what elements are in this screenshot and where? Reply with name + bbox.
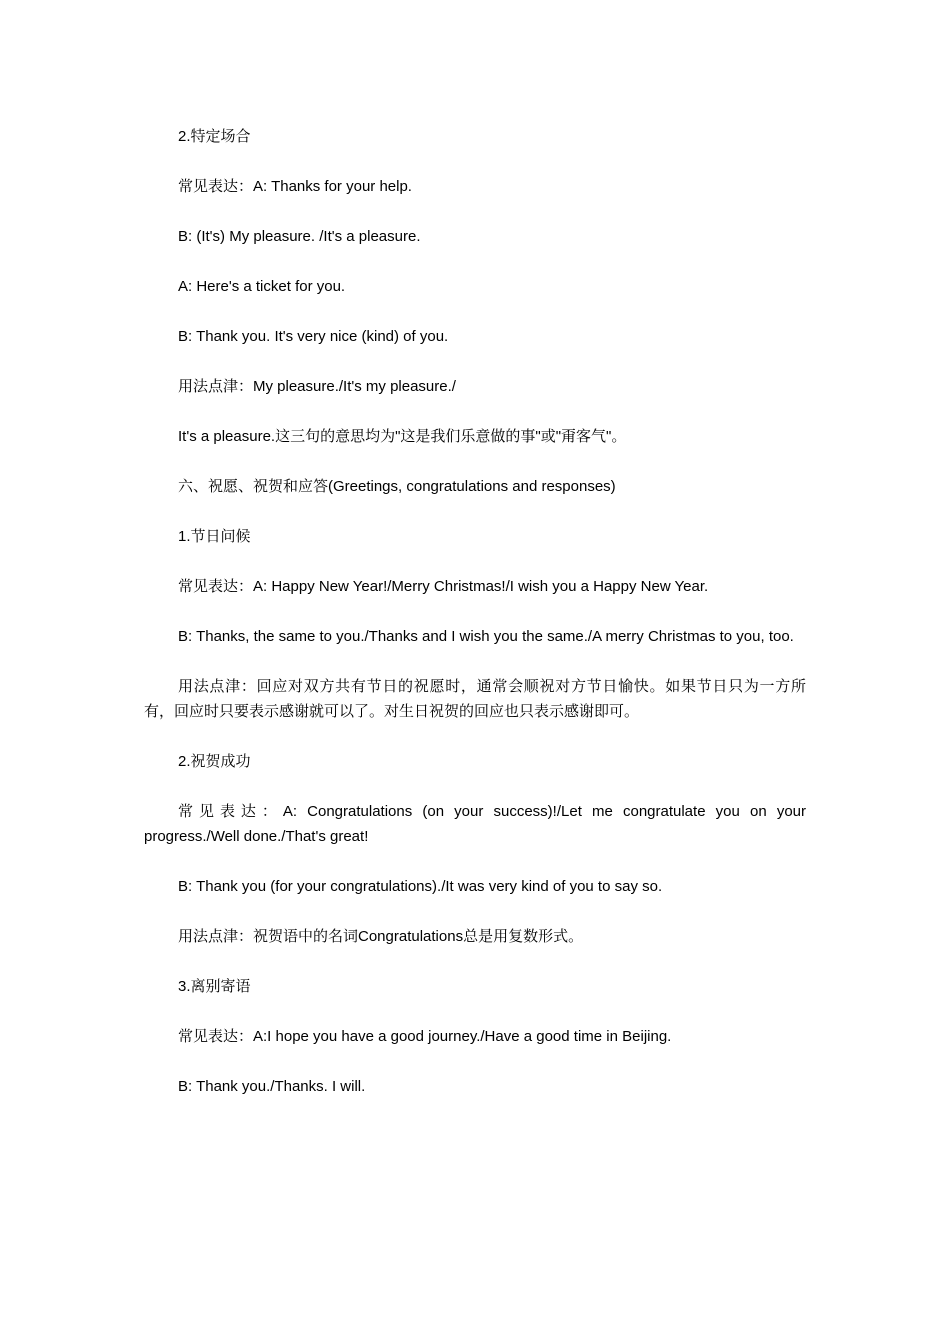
paragraph: B: Thank you./Thanks. I will.	[178, 1078, 366, 1095]
paragraph: It's a pleasure.这三句的意思均为"这是我们乐意做的事"或"甭客气"。	[178, 428, 627, 445]
paragraph: 用法点津：祝贺语中的名词Congratulations总是用复数形式。	[178, 928, 584, 945]
paragraph: B: Thank you. It's very nice (kind) of you.	[178, 328, 449, 345]
paragraph: B: Thanks, the same to you./Thanks and I wish you the same./A merry Christmas to you, too.	[178, 628, 794, 645]
paragraph: 常见表达：A: Thanks for your help.	[178, 178, 412, 195]
paragraph: 用法点津：My pleasure./It's my pleasure./	[178, 378, 456, 395]
subsection-heading-farewell: 3.离别寄语	[178, 978, 251, 995]
paragraph: A: Here's a ticket for you.	[178, 278, 346, 295]
document-body	[144, 124, 806, 1124]
paragraph: 常见表达：A: Happy New Year!/Merry Christmas!/I wish you a Happy New Year.	[178, 578, 709, 595]
section-heading-greetings: 六、祝愿、祝贺和应答(Greetings, congratulations and responses)	[178, 478, 616, 495]
subsection-heading-congratulate-success: 2.祝贺成功	[178, 753, 251, 770]
paragraph: B: (It's) My pleasure. /It's a pleasure.	[178, 228, 421, 245]
paragraph: 常见表达：A: Congratulations (on your success)!/Let me congratulate you on your progress./Well done./That's great!	[144, 803, 806, 845]
paragraph: B: Thank you (for your congratulations)./It was very kind of you to say so.	[178, 878, 663, 895]
section-heading-specific-occasions: 2.特定场合	[178, 128, 251, 145]
paragraph: 常见表达：A:I hope you have a good journey./Have a good time in Beijing.	[178, 1028, 672, 1045]
paragraph: 用法点津：回应对双方共有节日的祝愿时，通常会顺祝对方节日愉快。如果节日只为一方所有，回应时只要表示感谢就可以了。对生日祝贺的回应也只表示感谢即可。	[144, 678, 806, 720]
subsection-heading-holiday-greetings: 1.节日问候	[178, 528, 251, 545]
